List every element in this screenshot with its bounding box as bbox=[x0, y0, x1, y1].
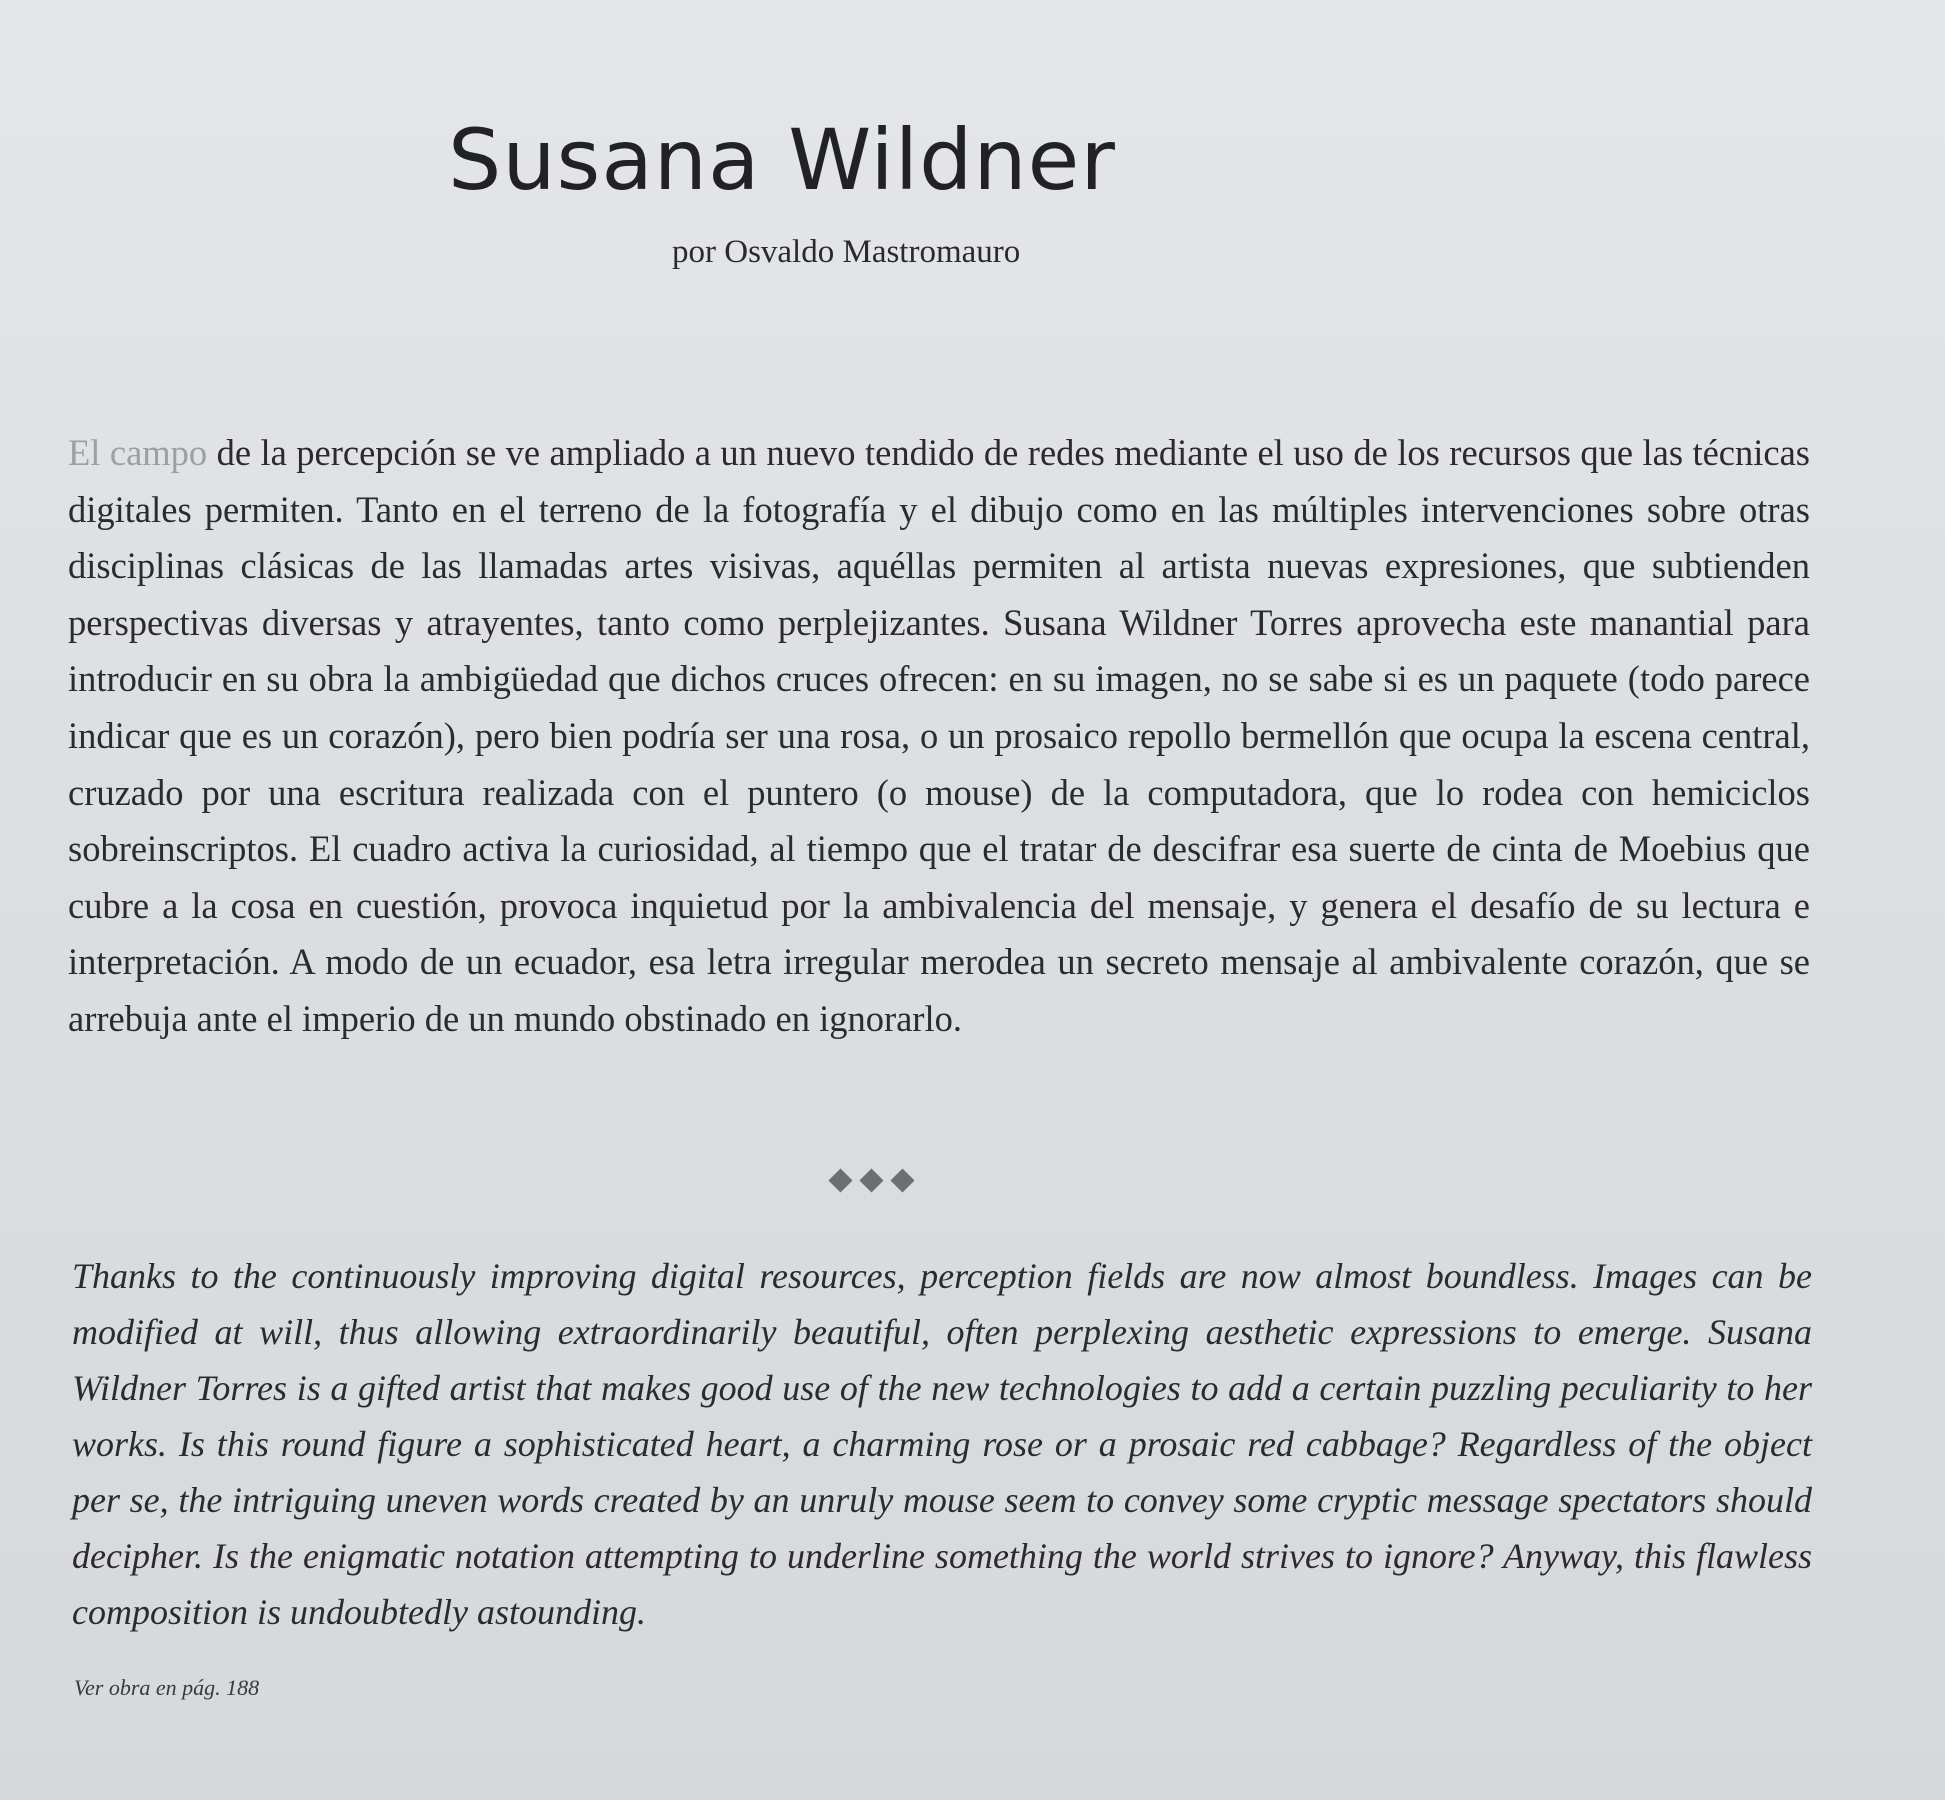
faded-lead-words: El campo bbox=[68, 432, 208, 473]
spanish-body-text: de la percepción se ve ampliado a un nuevo tendido de redes mediante el uso de los recursos que las técnicas digitales permiten. Tanto en el terreno de la fotografía y el dibujo como en las múltiples intervenciones sobre otras disciplinas clásicas de las llamadas artes visivas, aquéllas permiten al artista nuevas expresiones, que subtienden perspectivas diversas y atrayentes, tanto como perplejizantes. Susana Wildner Torres aprovecha este manantial para introducir en su obra la ambigüedad que dichos cruces ofrecen: en su imagen, no se sabe si es un paquete (todo parece indicar que es un corazón), pero bien podría ser una rosa, o un prosaico repollo bermellón que ocupa la escena central, cruzado por una escritura realizada con el puntero (o mouse) de la computadora, que lo rodea con hemiciclos sobreinscriptos. El cuadro activa la curiosidad, al tiempo que el tratar de descifrar esa suerte de cinta de Moebius que cubre a la cosa en cuestión, provoca inquietud por la ambivalencia del mensaje, y genera el desafío de su lectura e interpretación. A modo de un ecuador, esa letra irregular merodea un secreto mensaje al ambivalente corazón, que se arrebuja ante el imperio de un mundo obstinado en ignorarlo. bbox=[68, 432, 1810, 1039]
diamond-icon bbox=[828, 1168, 852, 1192]
spanish-body-paragraph bbox=[68, 425, 1810, 1048]
page-reference-note: Ver obra en pág. 188 bbox=[74, 1675, 260, 1700]
english-body-paragraph: Thanks to the continuously improving digital resources, perception fields are now almost boundless. Images can be modified at will, thus allowing extraordinarily beautiful, often perplexing aesthetic expressions to emerge. Susana Wildner Torres is a gifted artist that makes good use of the new technologies to add a certain puzzling peculiarity to her works. Is this round figure a sophisticated heart, a charming rose or a prosaic red cabbage? Regardless of the object per se, the intriguing uneven words created by an unruly mouse seem to convey some cryptic message spectators should decipher. Is the enigmatic notation attempting to underline something the world strives to ignore? Anyway, this flawless composition is undoubtedly astounding. bbox=[72, 1256, 1812, 1632]
author-byline: por Osvaldo Mastromauro bbox=[672, 234, 1021, 270]
section-separator bbox=[832, 1172, 911, 1189]
article-title: Susana Wildner bbox=[448, 111, 1116, 209]
diamond-icon bbox=[890, 1168, 914, 1192]
diamond-icon bbox=[859, 1168, 883, 1192]
